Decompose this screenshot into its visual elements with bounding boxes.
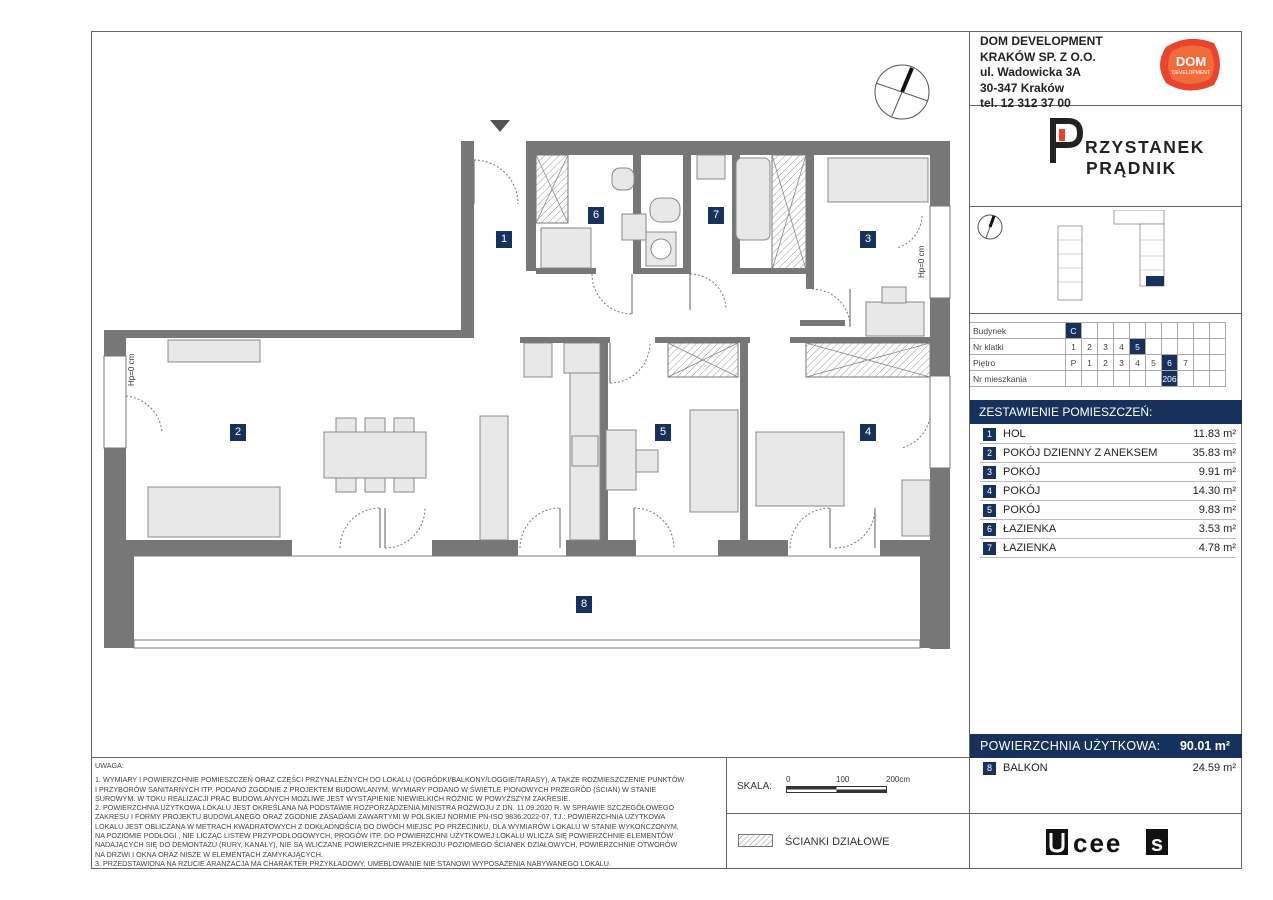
sink-2	[697, 155, 725, 179]
key-plan	[976, 210, 1241, 308]
total-area-value: 90.01 m²	[1179, 739, 1230, 753]
param-budynek: C	[1066, 323, 1082, 339]
apartment-params	[970, 322, 1226, 387]
dining-table	[324, 432, 426, 478]
cooktop	[572, 436, 598, 466]
param-mieszkanie: 206	[1162, 371, 1178, 387]
room-row	[980, 520, 1236, 539]
room-number: 6	[983, 523, 996, 536]
room-number: 7	[983, 542, 996, 555]
toilet-2	[650, 198, 680, 222]
project-name-line1: RZYSTANEK	[1085, 137, 1206, 157]
total-area-label: POWIERZCHNIA UŻYTKOWA:	[980, 739, 1161, 753]
room-row	[980, 539, 1236, 558]
param-cell: 1	[1082, 355, 1098, 371]
sink-1	[622, 214, 646, 240]
room-area: 4.78 m²	[1198, 542, 1236, 554]
project-name	[1085, 137, 1205, 179]
sofa	[148, 487, 280, 537]
note-line: LOKALU JEST OBLICZANA W METRACH KWADRATOWYCH Z DOKŁADNOŚCIĄ DO DWÓCH MIEJSC PO PRZECINKU, DLA WYMIARÓW LOKALU W STANIE WYKOŃCZONYM,	[95, 821, 679, 831]
room-area: 3.53 m²	[1198, 523, 1236, 535]
room-name: BALKON	[1003, 762, 1048, 774]
room-name: ŁAZIENKA	[1003, 542, 1057, 554]
company-phone: tel. 12 312 37 00	[980, 96, 1071, 110]
param-cell: 1	[1066, 339, 1082, 355]
hp-label: Hp=0 cm	[127, 353, 136, 386]
svg-text:s: s	[1150, 831, 1164, 856]
dom-development-logo	[1158, 37, 1224, 93]
divider	[726, 813, 970, 814]
compass-icon	[875, 65, 929, 119]
room-tag-5: 5	[655, 424, 671, 441]
param-cell: 7	[1178, 355, 1194, 371]
scale-label: SKALA:	[737, 781, 773, 792]
room-area: 14.30 m²	[1192, 485, 1236, 497]
room-area: 11.83 m²	[1193, 428, 1236, 440]
room-area: 9.83 m²	[1198, 504, 1236, 516]
legend-partition-walls: ŚCIANKI DZIAŁOWE	[785, 836, 890, 848]
room-number: 8	[983, 762, 996, 775]
divider	[91, 757, 970, 758]
svg-text:cee: cee	[1073, 828, 1123, 858]
notes-title: UWAGA:	[95, 761, 124, 770]
room-row	[980, 482, 1236, 501]
room-name: POKÓJ DZIENNY Z ANEKSEM	[1003, 447, 1158, 459]
ucees-logo	[1046, 828, 1172, 858]
room-number: 1	[983, 428, 996, 441]
notes	[95, 761, 717, 868]
note-line: I PRZYBORÓW SANITARNYCH ITP. PODANO ZGODNIE Z PROJEKTEM BUDOWLANYM. WYMIARY PODANO W ŚWIETLE PIONOWYCH PRZEGRÓD (ŚCIAN) W STANIE	[95, 784, 657, 794]
param-cell-selected: 6	[1162, 355, 1178, 371]
divider	[969, 206, 1242, 207]
param-label: Budynek	[970, 323, 1066, 339]
note-line: 1. WYMIARY I POWIERZCHNIE POMIESZCZEŃ ORAZ CZĘŚCI PRZYNALEŻNYCH DO LOKALU (OGRÓDKI/BALKONY/LOGGIE/TARASY), A TAKŻE ROZMIESZCZENIE PUNKTÓW	[95, 775, 685, 785]
floor-plan	[92, 32, 968, 756]
company-city: 30-347 Kraków	[980, 80, 1065, 95]
room-number: 5	[983, 504, 996, 517]
room-number: 4	[983, 485, 996, 498]
chair-3	[882, 287, 906, 303]
bed-4	[756, 432, 844, 506]
cabinet	[564, 343, 600, 373]
scale-bar	[786, 786, 890, 794]
walls	[104, 141, 950, 649]
param-cell: 5	[1146, 355, 1162, 371]
param-label: Piętro	[970, 355, 1066, 371]
room-row	[980, 425, 1236, 444]
shower	[541, 228, 591, 268]
total-area	[970, 734, 1242, 758]
room-row	[980, 501, 1236, 520]
room-tag-3: 3	[860, 231, 876, 248]
tv-unit	[168, 340, 260, 362]
hp-label: Hp=0 cm	[917, 245, 926, 278]
company-name-2: KRAKÓW SP. Z O.O.	[980, 49, 1096, 64]
balcony-row	[980, 759, 1236, 778]
room-name: POKÓJ	[1003, 504, 1041, 516]
room-row	[980, 444, 1236, 463]
bathtub	[736, 158, 770, 240]
bed-3	[828, 158, 928, 202]
room-area: 35.83 m²	[1192, 447, 1236, 459]
kitchen-island	[480, 416, 508, 540]
param-cell: 3	[1114, 355, 1130, 371]
note-line: SUROWYM. W TOKU REALIZACJI PRAC BUDOWLANYCH MOŻLIWE JEST WYSTĄPIENIE NIEWIELKICH RÓŻNIC W POWYŻSZYM ZAKRESIE.	[95, 793, 571, 803]
room-tag-8: 8	[576, 596, 592, 613]
param-cell-selected: 5	[1130, 339, 1146, 355]
param-cell: P	[1066, 355, 1082, 371]
param-label: Nr mieszkania	[970, 371, 1066, 387]
note-line: NA POZIOMIE PODŁOGI , NIE LICZĄC LISTEW PRZYPODŁOGOWYCH, PROGÓW ITP. DO POWIERZCHNI UŻYTKOWEJ LOKALU WLICZA SIĘ POWIERZCHNIE ELEMENTÓW	[95, 831, 674, 841]
param-cell: 2	[1098, 355, 1114, 371]
scale-tick: 100	[836, 775, 850, 784]
desk-4	[902, 480, 930, 536]
hatch-legend-icon	[738, 834, 774, 848]
fridge	[524, 343, 552, 377]
note-line: 2. POWIERZCHNIA UŻYTKOWA LOKALU JEST OKREŚLANA NA PODSTAWIE ROZPORZĄDZENIA MINISTRA ROZWOJU Z DN. 11.09.2020 R. W SPRAWIE SZCZEGÓŁOWEGO	[95, 803, 675, 813]
note-line: NADAJĄCYCH SIĘ DO DEMONTAŻU (RURY, KANAŁY), NIE SĄ WLICZANE POWIERZCHNIE PRZEKROJU POZIOMEGO ŚCIANEK DZIAŁOWYCH, POWIERZCHNIE OTWORÓW	[95, 840, 678, 850]
company-name: DOM DEVELOPMENT	[980, 34, 1103, 48]
przystanek-logo-icon	[1046, 117, 1086, 167]
room-name: ŁAZIENKA	[1003, 523, 1057, 535]
chair-5	[636, 450, 658, 472]
room-number: 2	[983, 447, 996, 460]
scale-tick: 0	[786, 775, 791, 784]
balcony	[134, 556, 920, 648]
room-area: 9.91 m²	[1198, 466, 1236, 478]
rooms-header: ZESTAWIENIE POMIESZCZEŃ:	[970, 400, 1242, 424]
entry-arrow-icon	[490, 120, 510, 132]
project-name-line2: PRĄDNIK	[1086, 158, 1177, 178]
room-area: 24.59 m²	[1192, 762, 1236, 774]
room-row	[980, 463, 1236, 482]
svg-text:DEVELOPMENT: DEVELOPMENT	[1172, 70, 1210, 76]
param-cell: 3	[1098, 339, 1114, 355]
svg-text:DOM: DOM	[1175, 54, 1207, 69]
note-line: ZAKRESU I FORMY PROJEKTU BUDOWLANEGO ORAZ ZGODNIE ZASADAMI ZAWARTYMI W POLSKIEJ NORMIE PN-ISO 9836:2022-07, TJ.: POWIERZCHNIA UŻYTKOWA	[95, 812, 666, 822]
room-tag-7: 7	[708, 207, 724, 224]
scale-tick: 200cm	[886, 775, 911, 784]
toilet-1	[612, 168, 634, 190]
room-name: HOL	[1003, 428, 1026, 440]
room-tag-2: 2	[230, 424, 246, 441]
desk-5	[606, 430, 636, 490]
room-name: POKÓJ	[1003, 466, 1041, 478]
room-tag-6: 6	[588, 207, 604, 224]
param-cell: 4	[1114, 339, 1130, 355]
divider	[969, 313, 1242, 314]
room-name: POKÓJ	[1003, 485, 1041, 497]
desk-3	[866, 302, 924, 336]
note-line: NA DRZWI I OKNA ORAZ NISZE W ELEMENTACH ZAMYKAJĄCYCH.	[95, 849, 323, 859]
room-number: 3	[983, 466, 996, 479]
divider	[969, 813, 1242, 814]
param-cell: 2	[1082, 339, 1098, 355]
param-cell: 4	[1130, 355, 1146, 371]
note-line: 3. PRZEDSTAWIONA NA RZUCIE ARANŻACJA MA CHARAKTER PRZYKŁADOWY, UMEBLOWANIE NIE STANOWI WYPOSAŻENIA NABYWANEGO LOKALU.	[95, 858, 611, 868]
bed-5	[690, 410, 738, 512]
param-label: Nr klatki	[970, 339, 1066, 355]
company-street: ul. Wadowicka 3A	[980, 65, 1081, 79]
company-info	[980, 34, 1103, 112]
room-tag-4: 4	[860, 424, 876, 441]
room-tag-1: 1	[496, 231, 512, 248]
